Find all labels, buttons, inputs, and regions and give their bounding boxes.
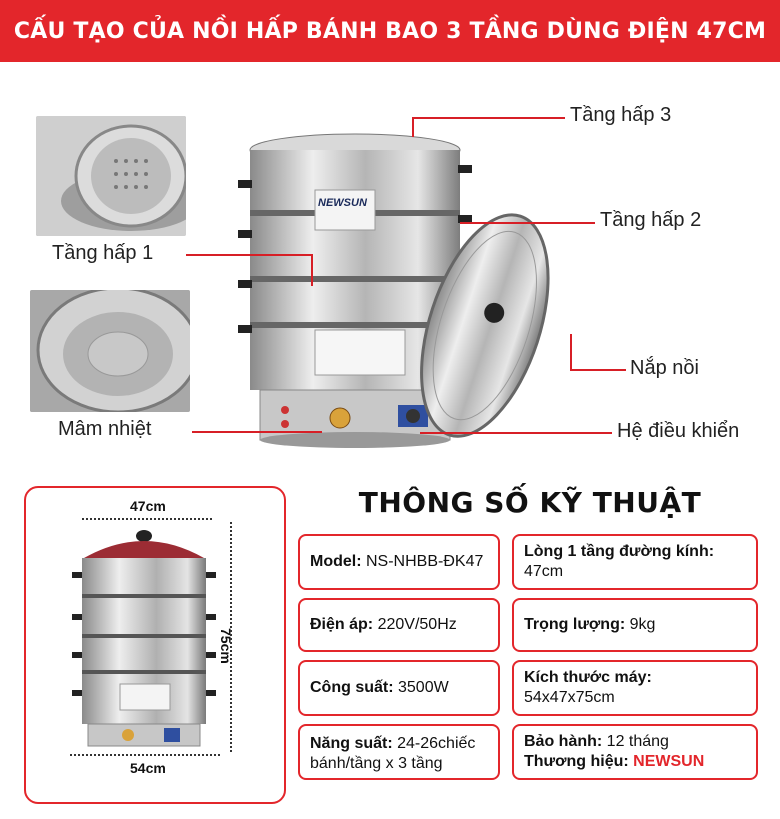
spec-warranty-brand — [512, 724, 758, 780]
dim-width: 47cm — [130, 498, 166, 514]
pointer-nap-noi-h — [570, 369, 626, 371]
page-title: CẤU TẠO CỦA NỒI HẤP BÁNH BAO 3 TẦNG DÙNG ĐIỆN 47CM — [13, 18, 767, 44]
steamer-pot-illustration — [230, 120, 590, 460]
steamer-tray-photo — [36, 116, 186, 236]
spec-size-label: Kích thước máy: — [524, 669, 652, 686]
spec-brand-label: Thương hiệu: — [524, 753, 629, 770]
label-he-dieu-khien: Hệ điều khiển — [617, 420, 740, 442]
spec-diameter-label: Lòng 1 tầng đường kính: — [524, 543, 715, 560]
spec-weight-value: 9kg — [629, 616, 656, 633]
label-nap-noi: Nắp nồi — [630, 357, 699, 379]
pointer-nap-noi — [570, 334, 572, 370]
spec-capacity-label: Năng suất: — [310, 735, 393, 752]
dim-depth: 54cm — [130, 760, 166, 776]
heating-plate-illustration — [30, 290, 190, 412]
spec-power-label: Công suất: — [310, 679, 394, 696]
spec-model-value: NS-NHBB-ĐK47 — [366, 553, 484, 570]
spec-capacity — [298, 724, 500, 780]
dimension-pot-illustration — [68, 524, 220, 750]
label-tang-1: Tầng hấp 1 — [52, 242, 154, 264]
spec-voltage-value: 220V/50Hz — [377, 616, 457, 633]
spec-model — [298, 534, 500, 590]
pointer-tang-1-drop — [311, 254, 313, 286]
pointer-tang-2 — [460, 222, 595, 224]
spec-brand-value: NEWSUN — [633, 753, 705, 770]
label-tang-2: Tầng hấp 2 — [600, 209, 702, 231]
dim-depth-line — [70, 754, 220, 756]
spec-warranty-value: 12 tháng — [606, 733, 669, 750]
dim-width-line — [82, 518, 212, 520]
heating-plate-photo — [30, 290, 190, 412]
pot-brand: NEWSUN — [318, 197, 367, 209]
spec-weight-label: Trọng lượng: — [524, 616, 626, 633]
spec-diameter-value: 47cm — [524, 563, 564, 580]
pointer-mam-nhiet — [192, 431, 322, 433]
pointer-tang-3 — [413, 117, 565, 119]
spec-size-value: 54x47x75cm — [524, 689, 615, 706]
dimension-card — [24, 486, 286, 804]
pointer-he-dieu-khien — [420, 432, 612, 434]
spec-warranty-label: Bảo hành: — [524, 733, 603, 750]
spec-capacity-value: 24-26chiếc bánh/tầng x 3 tầng — [310, 735, 476, 772]
header-banner — [0, 0, 780, 62]
spec-size — [512, 660, 758, 716]
spec-model-label: Model: — [310, 553, 362, 570]
spec-voltage — [298, 598, 500, 652]
spec-title: THÔNG SỐ KỸ THUẬT — [358, 486, 702, 519]
spec-power — [298, 660, 500, 716]
label-tang-3: Tầng hấp 3 — [570, 104, 672, 126]
dim-height-line — [230, 522, 232, 752]
pointer-tang-3-drop — [412, 117, 414, 137]
spec-voltage-label: Điện áp: — [310, 616, 374, 633]
pointer-tang-1 — [186, 254, 312, 256]
spec-weight — [512, 598, 758, 652]
spec-warranty — [524, 732, 746, 752]
spec-diameter — [512, 534, 758, 590]
steamer-tray-illustration — [36, 116, 186, 236]
spec-brand — [524, 752, 746, 772]
dim-height: 75cm — [218, 628, 234, 664]
spec-power-value: 3500W — [398, 679, 449, 696]
label-mam-nhiet: Mâm nhiệt — [58, 418, 152, 440]
